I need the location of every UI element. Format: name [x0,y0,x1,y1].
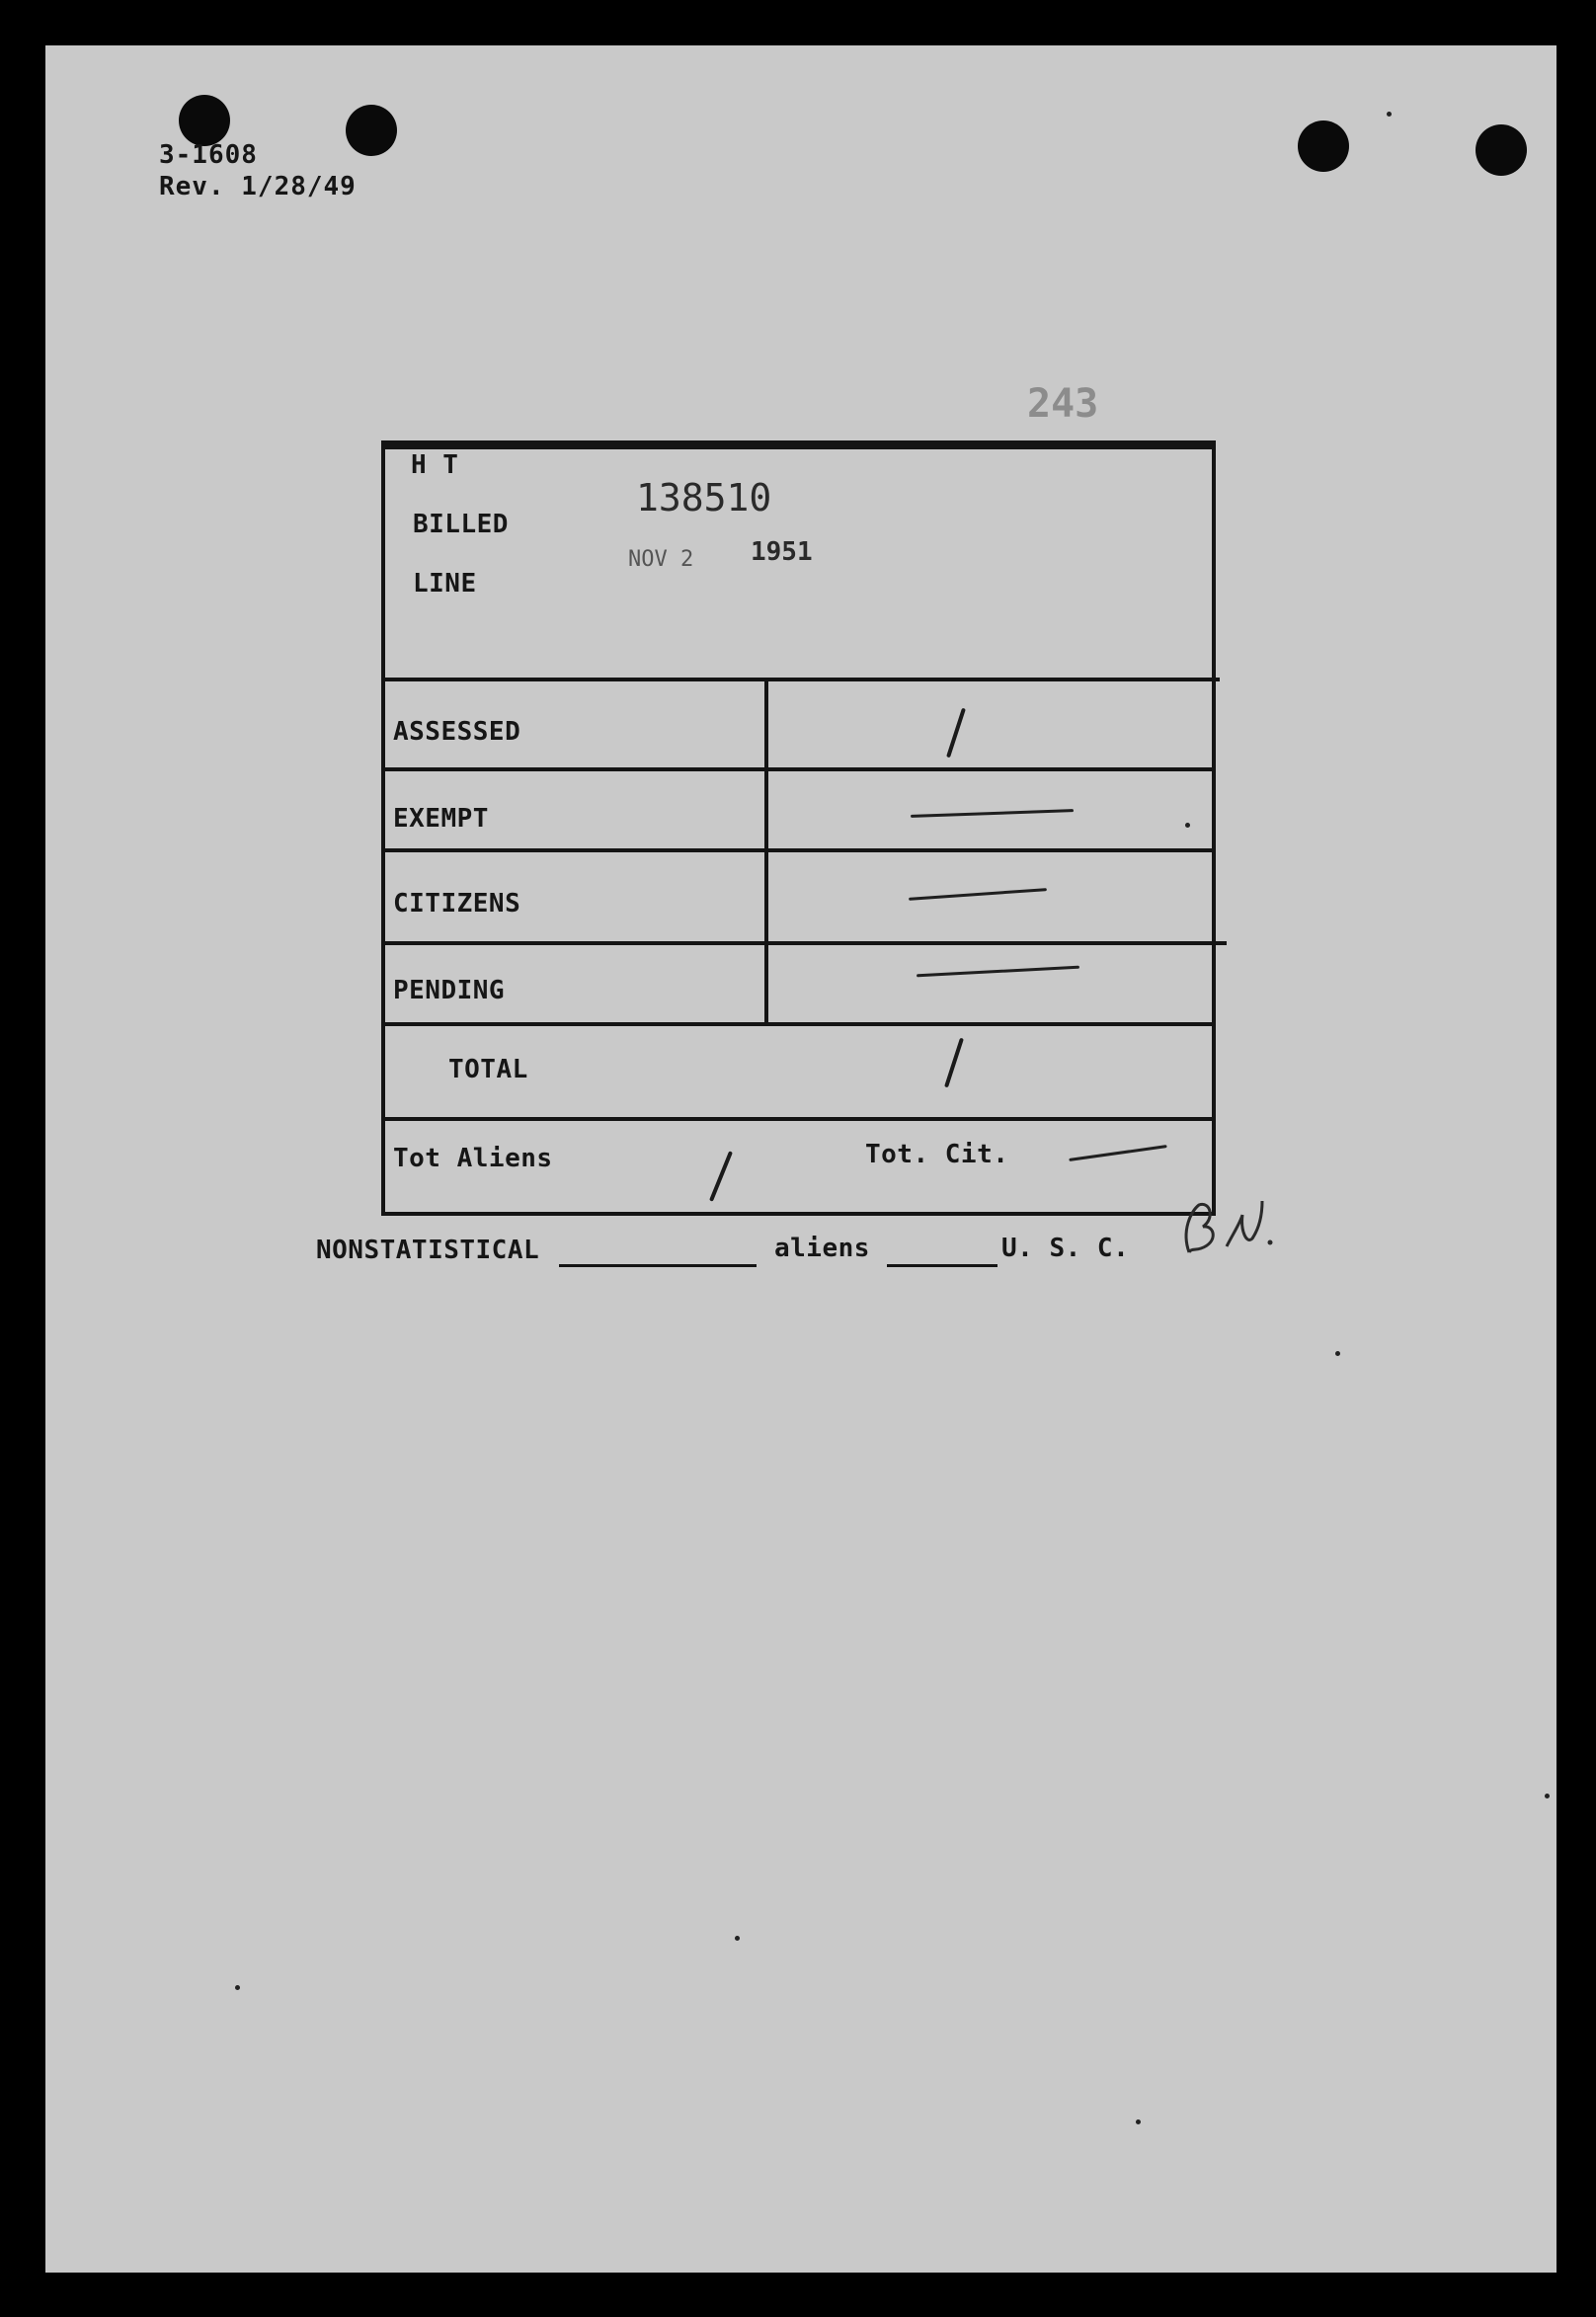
punch-hole-right-1 [1298,120,1349,172]
ht-label: H T [411,450,459,480]
stamp-date-year: 1951 [751,537,813,567]
stamp-date-month: NOV 2 [628,547,694,572]
stamp-number: 138510 [636,476,772,519]
header-divider [381,678,1220,681]
exempt-label: EXEMPT [393,804,489,834]
line-label: LINE [413,569,477,599]
speck [1185,823,1190,828]
total-label: TOTAL [448,1055,528,1084]
form-number: 3-1608 [159,140,258,170]
document-page [45,45,1556,2273]
page-number: 243 [1027,381,1099,427]
row-divider-3 [381,941,1227,945]
row-divider-1 [381,767,1216,771]
speck [1387,112,1392,117]
column-divider [764,678,768,1026]
citizens-label: CITIZENS [393,889,521,919]
nonstatistical-label: NONSTATISTICAL [316,1236,540,1265]
speck [1335,1351,1340,1356]
speck [235,1985,240,1990]
row-divider-4 [381,1022,1216,1026]
tot-cit-label: Tot. Cit. [865,1140,1009,1169]
speck [735,1936,740,1941]
billed-label: BILLED [413,510,509,539]
form-revision: Rev. 1/28/49 [159,172,357,201]
speck [1545,1794,1550,1798]
handwritten-initials [1171,1161,1280,1260]
nonstatistical-blank [559,1264,757,1267]
tot-aliens-label: Tot Aliens [393,1144,553,1173]
punch-hole-left-1 [179,95,230,146]
pending-label: PENDING [393,976,506,1005]
row-divider-5 [381,1117,1216,1121]
punch-hole-left-2 [346,105,397,156]
punch-hole-right-2 [1476,124,1527,176]
aliens-label: aliens [774,1234,870,1263]
usc-label: U. S. C. [1001,1234,1130,1263]
row-divider-2 [381,848,1216,852]
speck [1136,2119,1141,2124]
assessed-label: ASSESSED [393,717,521,747]
aliens-blank [887,1264,998,1267]
